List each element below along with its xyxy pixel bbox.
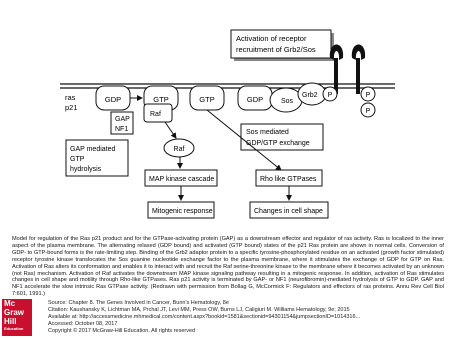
svg-text:GDP: GDP <box>104 95 122 104</box>
grb2-label: Grb2 <box>302 92 318 99</box>
ras-gdp-right <box>238 86 272 110</box>
mcgraw-hill-logo: Mc Graw Hill Education <box>2 299 32 336</box>
activation-label: Activation of receptor <box>236 34 307 43</box>
phospho-sites <box>361 87 375 117</box>
svg-text:GDP: GDP <box>246 95 264 104</box>
svg-text:P: P <box>365 92 371 99</box>
recruitment-label: recruitment of Grb2/Sos <box>236 45 316 54</box>
mitogenic-box <box>148 202 214 218</box>
sos-grb2-complex <box>270 83 337 112</box>
ras-label: ras <box>65 93 76 102</box>
svg-text:GTP: GTP <box>199 95 215 104</box>
gap-hydrolysis-box <box>66 140 128 176</box>
svg-text:Sos mediated: Sos mediated <box>246 129 289 136</box>
svg-text:Mitogenic response: Mitogenic response <box>152 208 213 215</box>
svg-text:GTP: GTP <box>70 156 85 163</box>
footer-link[interactable]: Available at: http://accessmedicine.mhmedical.com/content.aspx?bookid=1581&sectionid=94301154&jumpsectionID=1014316... <box>48 314 361 320</box>
caption-area <box>0 236 450 298</box>
svg-text:GAP: GAP <box>115 116 130 123</box>
footer-source: Source: Chapter 8. The Genes Involved in Cancer, Bunn's Hematology, 8e <box>48 300 229 306</box>
raf-small <box>144 104 172 122</box>
sos-exchange-box <box>241 124 323 150</box>
ras-gtp-right <box>190 86 224 110</box>
svg-text:Rho like GTPases: Rho like GTPases <box>260 176 317 183</box>
svg-text:Raf: Raf <box>150 111 161 118</box>
figure-caption: Model for regulation of the Ras p21 product and for the GTPase-activating protein (GAP) as a downstream effector and regulator of ras activity. Ras is localized to the inner aspect of the plasma membrane. The alternating relaxed (GDP bound) and activated (GTP bound) states of the p21 Ras protein are shown in normal cells. Conversion of GDP- to GTP-bound forms is the rate-limiting step. Binding of the Grb2 adaptor protein to a specific tyrosine-phosphorylated residue on an activated (growth factor stimulated) receptor tyrosine kinase translocates the Sos guanine nucleotide exchange factor to the plasma membrane, where it stimulates the exchange of GDP for GTP on Ras. Activation of Ras alters its conformation and enables it to interact with and recruit the Raf serine-threonine kinase to the membrane where it becomes activated by an unknown (not Ras) mechanism. Activation of Raf activates the downstream MAP kinase signaling pathway resulting in a mitogenic response. In addition, activation of Ras stimulates changes in cell shape and motility through Rho-like GTPases. Ras p21 activity is terminated by GAP- or NF1 (neurofibromin)-mediated hydrolysis of GTP to GDP. GAP and NF1 accelerate the slow intrinsic Ras GTPase activity. (Redrawn with permission from Bollag G, McCormick F: Regulators and effectors of ras proteins. Annu Rev Cell Biol 7:601, 1991.) <box>12 236 444 298</box>
svg-text:hydrolysis: hydrolysis <box>70 166 102 173</box>
receptor <box>330 45 365 95</box>
gap-nf1 <box>111 112 133 134</box>
ras-gdp-left <box>96 86 130 110</box>
svg-text:GDP/GTP exchange: GDP/GTP exchange <box>246 140 310 147</box>
rho-box <box>256 170 322 186</box>
raf-node <box>164 139 194 157</box>
map-kinase-box <box>145 170 217 186</box>
svg-text:Raf: Raf <box>173 146 185 153</box>
svg-text:GAP mediated: GAP mediated <box>70 146 116 153</box>
sos-label: Sos <box>281 98 294 105</box>
svg-text:MAP kinase cascade: MAP kinase cascade <box>149 176 215 183</box>
p21-label: p21 <box>65 103 78 112</box>
footer-citation: Citation: Kaushansky K, Lichtman MA, Prchal JT, Levi MM, Press OW, Burns LJ, Caligiuri M. Williams Hematology, 9e; 2015 <box>48 307 350 313</box>
svg-text:NF1: NF1 <box>115 126 129 133</box>
activation-box <box>231 30 334 61</box>
svg-text:P: P <box>365 108 371 115</box>
footer-copyright: Copyright © 2017 McGraw-Hill Education. All rights reserved <box>48 328 196 334</box>
cell-shape-box <box>250 202 328 218</box>
svg-text:Changes in cell shape: Changes in cell shape <box>254 208 323 215</box>
p1-label: P <box>327 92 333 99</box>
svg-text:GTP: GTP <box>153 95 169 104</box>
footer-accessed: Accessed: October 08, 2017 <box>48 321 118 327</box>
